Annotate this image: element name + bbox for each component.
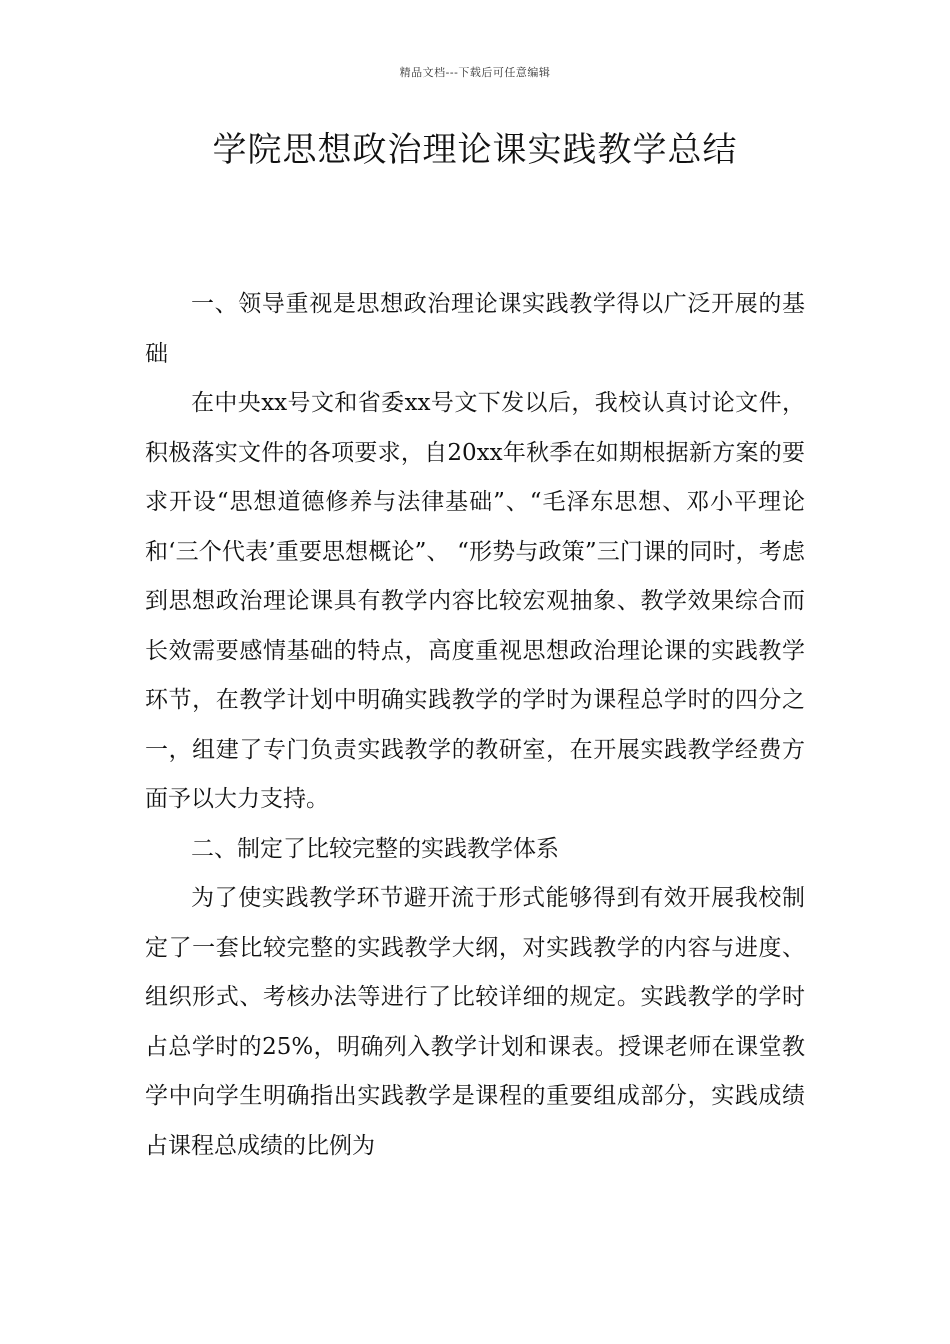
section-heading-2: 二、制定了比较完整的实践教学体系 (191, 835, 559, 862)
document-body (145, 280, 805, 1171)
document-title: 学院思想政治理论课实践教学总结 (212, 130, 738, 170)
section-heading-1: 一、领导重视是思想政治理论课实践教学得以广泛开展的基础 (145, 291, 805, 367)
page-header-note: 精品文档---下载后可任意编辑 (399, 66, 551, 79)
body-paragraph-1: 在中央xx号文和省委xx号文下发以后，我校认真讨论文件，积极落实文件的各项要求，自20xx年秋季在如期根据新方案的要求开设“思想道德修养与法律基础”、“毛泽东思想、邓小平理论和‘三个代表’重要思想概论”、 “形势与政策”三门课的同时，考虑到思想政治理论课具有教学内容比较宏观抽象、教学效果综合而长效需要感情基础的特点，高度重视思想政治理论课的实践教学环节，在教学计划中明确实践教学的学时为课程总学时的四分之一，组建了专门负责实践教学的教研室，在开展实践教学经费方面予以大力支持。 (145, 390, 805, 812)
body-paragraph-2: 为了使实践教学环节避开流于形式能够得到有效开展我校制定了一套比较完整的实践教学大纲，对实践教学的内容与进度、组织形式、考核办法等进行了比较详细的规定。实践教学的学时占总学时的25%，明确列入教学计划和课表。授课老师在课堂教学中向学生明确指出实践教学是课程的重要组成部分，实践成绩占课程总成绩的比例为 (145, 885, 805, 1159)
